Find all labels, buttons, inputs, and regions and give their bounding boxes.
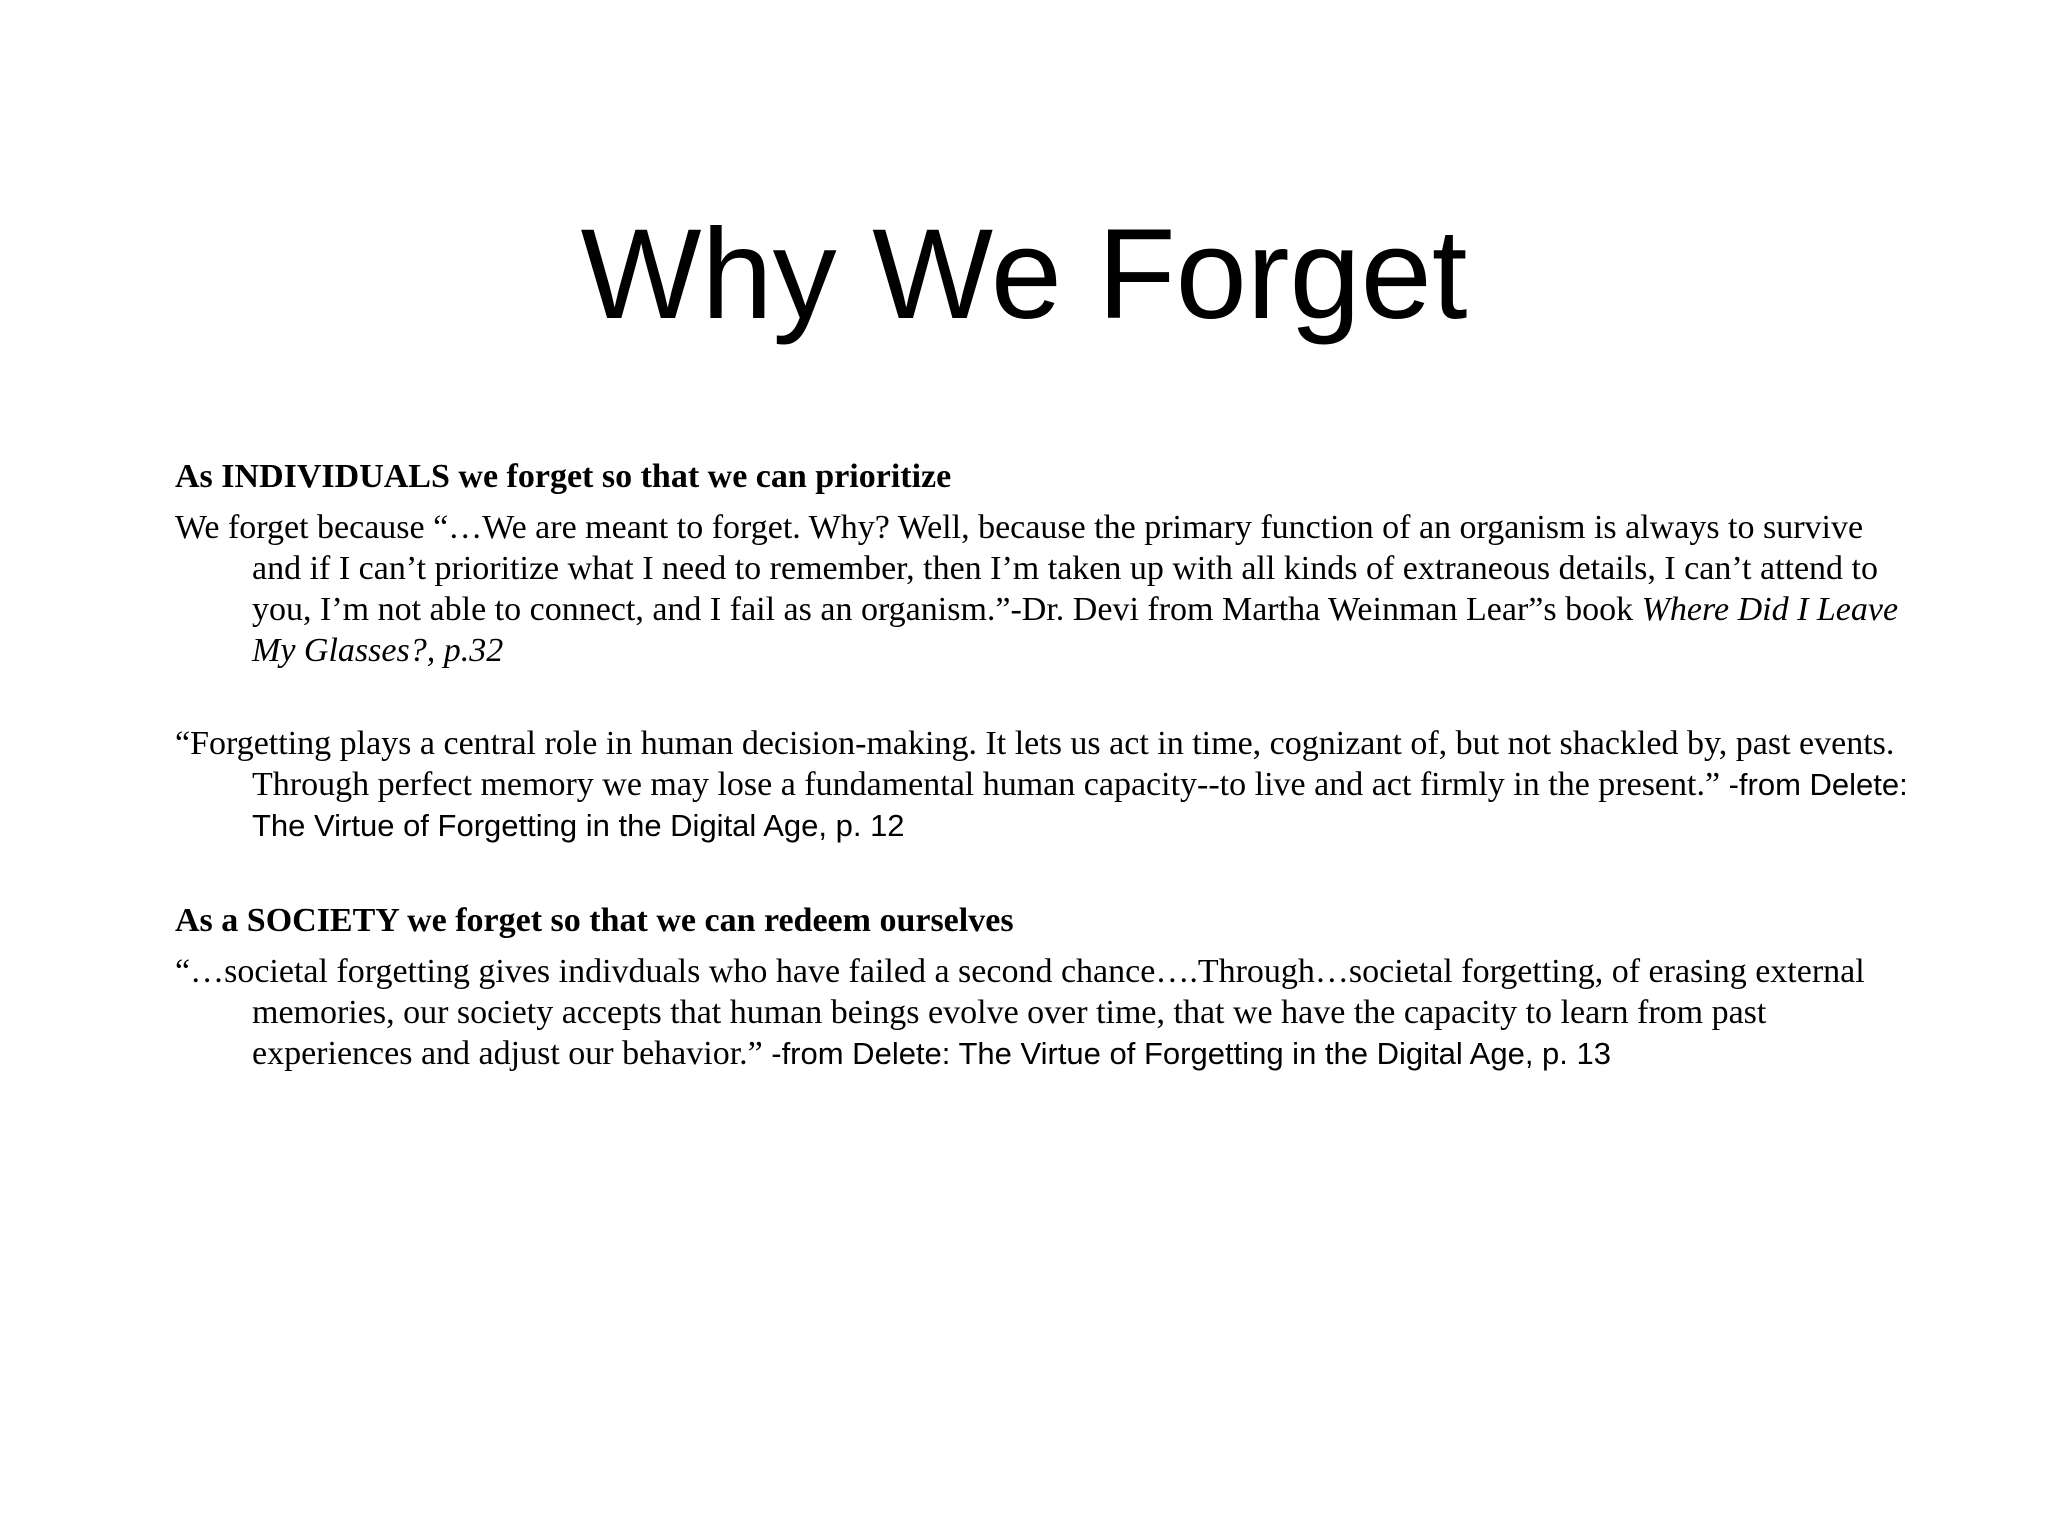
quote-delete-p13-source: -from Delete: The Virtue of Forgetting in the Digital Age, p. 13 xyxy=(771,1036,1612,1071)
quote-delete-p12-source: -from Delete: The Virtue of Forgetting in the Digital Age, p. 12 xyxy=(252,767,1908,843)
quote-delete-p13 xyxy=(175,951,1915,1074)
quote-devi xyxy=(175,507,1915,671)
slide-title: Why We Forget xyxy=(580,203,1468,346)
slide-body xyxy=(175,456,1915,1074)
spacer xyxy=(175,846,1915,900)
section-heading-individuals: As INDIVIDUALS we forget so that we can prioritize xyxy=(175,458,952,495)
quote-delete-p12 xyxy=(175,723,1915,846)
quote-devi-text: We forget because “…We are meant to forget. Why? Well, because the primary function of an organism is always to survive and if I can’t prioritize what I need to remember, then I’m taken up with all kinds of extraneous details, I can’t attend to you, I’m not able to connect, and I fail as an organism.”-Dr. Devi from Martha Weinman Lear”s book xyxy=(175,509,1879,628)
section-heading-society: As a SOCIETY we forget so that we can redeem ourselves xyxy=(175,902,1014,939)
quote-devi-book-title: Where Did I Leave My Glasses?, p.32 xyxy=(252,591,1899,669)
quote-delete-p13-text: “…societal forgetting gives indivduals who have failed a second chance….Through…societal forgetting, of erasing external memories, our society accepts that human beings evolve over time, that we have the capacity to learn from past experiences and adjust our behavior.” xyxy=(175,953,1865,1072)
quote-delete-p12-text: “Forgetting plays a central role in human decision-making. It lets us act in time, cognizant of, but not shackled by, past events. Through perfect memory we may lose a fundamental human capacity--to live and act firmly in the present.” xyxy=(175,725,1895,803)
spacer xyxy=(175,671,1915,723)
